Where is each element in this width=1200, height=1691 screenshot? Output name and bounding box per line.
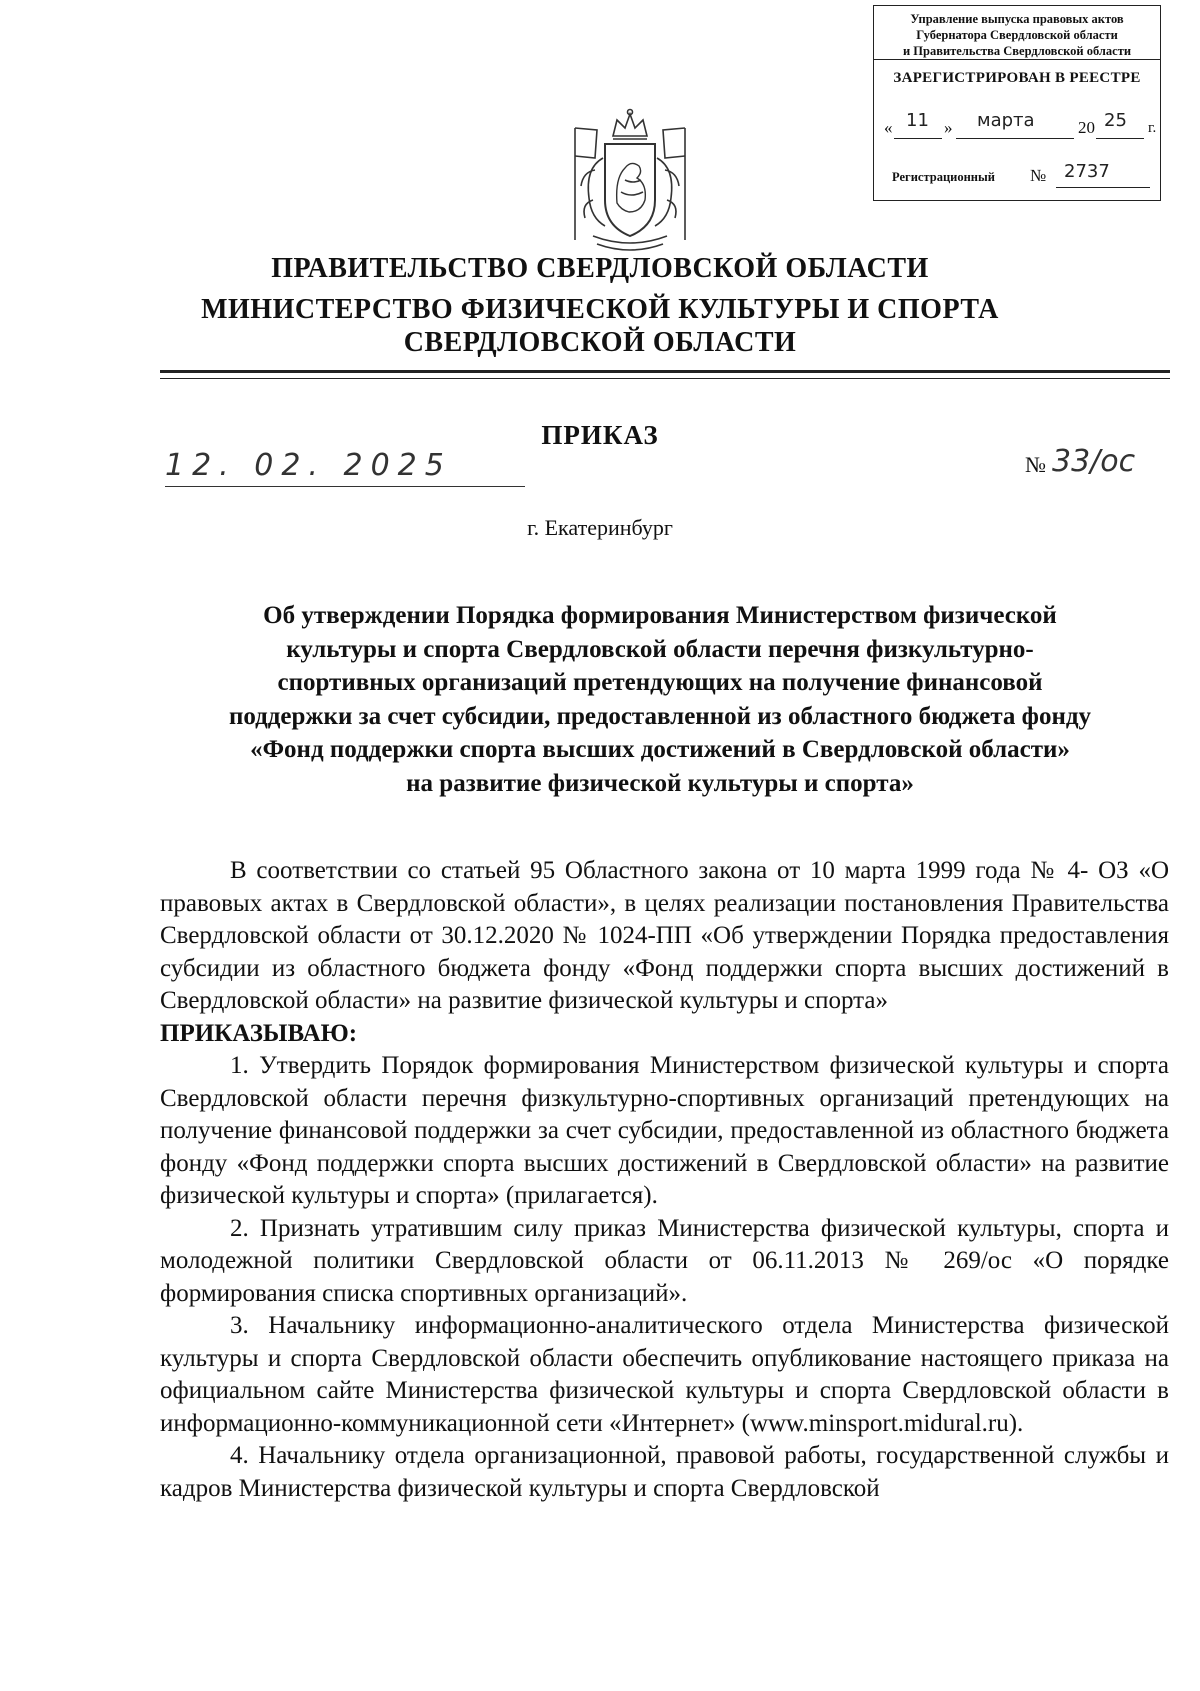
stamp-year-prefix: 20 [1078, 118, 1095, 137]
stamp-registered-label: ЗАРЕГИСТРИРОВАН В РЕЕСТРЕ [893, 70, 1141, 86]
stamp-day: 11 [906, 110, 929, 131]
ministry-name-line1: МИНИСТЕРСТВО ФИЗИЧЕСКОЙ КУЛЬТУРЫ И СПОРТА [201, 294, 999, 325]
order-type: ПРИКАЗ [541, 420, 659, 450]
coat-of-arms-emblem [555, 108, 705, 258]
header-divider-thick [160, 370, 1170, 373]
order-item-2: 2. Признать утратившим силу приказ Министерства физической культуры, спорта и молодежной политики Свердловской области от 06.11.2013 № 269/ос «О порядке формирования списка спортивных организаций». [160, 1214, 1169, 1307]
stamp-header-line: Управление выпуска правовых актов [910, 12, 1124, 26]
stamp-year-abbr: г. [1148, 120, 1157, 136]
title-line: Об утверждении Порядка формирования Министерством физической [263, 602, 1057, 629]
title-line: культуры и спорта Свердловской области перечня физкультурно- [286, 635, 1034, 663]
stamp-header-line: Губернатора Свердловской области [916, 28, 1118, 42]
city: г. Екатеринбург [527, 515, 673, 540]
order-word: ПРИКАЗЫВАЮ: [160, 1019, 358, 1047]
preamble-paragraph: В соответствии со статьей 95 Областного закона от 10 марта 1999 года № 4- ОЗ «О правовых актах в Свердловской области», в целях реализации постановления Правительства Свердловской области от 30.12.2020 № 1024-ПП «Об утверждении Порядка предоставления субсидии из областного бюджета фонду «Фонд поддержки спорта высших достижений в Свердловской области» на развитие физической культуры и спорта» [160, 857, 1169, 1014]
stamp-date-line [882, 110, 1157, 138]
header-divider-thin [160, 378, 1170, 379]
order-number: 33/ос [1052, 444, 1136, 479]
stamp-month: марта [977, 110, 1035, 131]
ministry-name-line2: СВЕРДЛОВСКОЙ ОБЛАСТИ [403, 327, 797, 358]
title-line: поддержки за счет субсидии, предоставленной из областного бюджета фонду [228, 702, 1092, 730]
stamp-open-quote: « [884, 118, 893, 137]
stamp-year-suffix: 25 [1104, 110, 1127, 131]
order-date: 12. 02. 2025 [165, 448, 452, 483]
order-title [150, 599, 1170, 800]
stamp-close-quote: » [944, 118, 953, 137]
order-item-3: 3. Начальнику информационно-аналитического отдела Министерства физической культуры и спорта Свердловской области обеспечить опубликование настоящего приказа на официальном сайте Министерства физической культуры и спорта Свердловской области в информационно-коммуникационной сети «Интернет» (www.minsport.midural.ru). [160, 1312, 1169, 1437]
title-line: спортивных организаций претендующих на получение финансовой [277, 669, 1043, 696]
stamp-reg-label: Регистрационный [892, 170, 995, 184]
body-text [160, 855, 1169, 1505]
registration-stamp [873, 5, 1161, 201]
order-number-sign: № [1025, 452, 1046, 477]
stamp-header-line: и Правительства Свердловской области [902, 44, 1132, 58]
stamp-number-line [892, 161, 1150, 188]
stamp-reg-number: 2737 [1064, 161, 1110, 182]
title-line: «Фонд поддержки спорта высших достижений в Свердловской области» [250, 736, 1070, 763]
government-name: ПРАВИТЕЛЬСТВО СВЕРДЛОВСКОЙ ОБЛАСТИ [271, 253, 929, 284]
stamp-number-sign: № [1030, 166, 1047, 185]
title-line: на развитие физической культуры и спорта» [406, 769, 914, 797]
order-date-field [165, 448, 525, 488]
stamp-header [874, 6, 1160, 60]
order-item-4: 4. Начальнику отдела организационной, правовой работы, государственной службы и кадров Министерства физической культуры и спорта Свердловской [160, 1442, 1169, 1502]
order-item-1: 1. Утвердить Порядок формирования Министерством физической культуры и спорта Свердловской области перечня физкультурно-спортивных организаций претендующих на получение финансовой поддержки за счет субсидии, предоставленной из областного бюджета фонду «Фонд поддержки спорта высших достижений в Свердловской области» на развитие физической культуры и спорта» (прилагается). [160, 1052, 1169, 1209]
